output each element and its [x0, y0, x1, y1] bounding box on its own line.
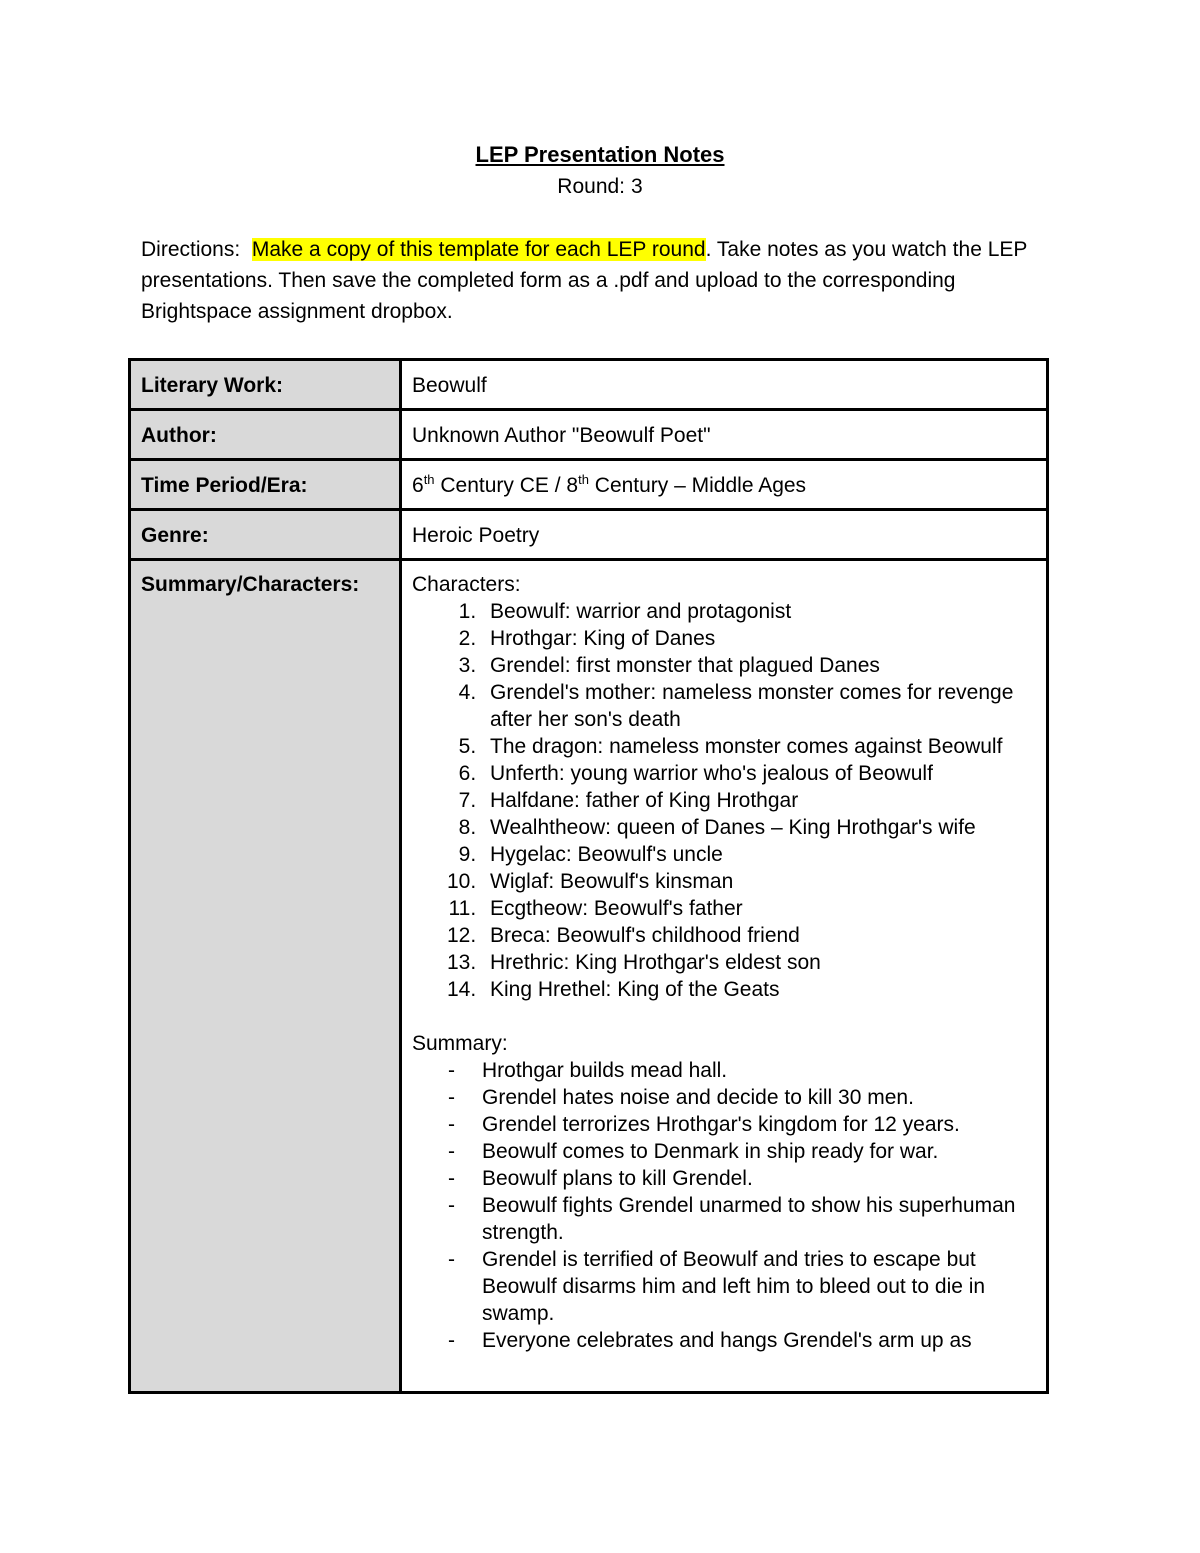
- summary-item: - Hrothgar builds mead hall.: [482, 1057, 1036, 1084]
- time-period-label: Time Period/Era:: [130, 460, 401, 510]
- character-item: 14. King Hrethel: King of the Geats: [482, 976, 1036, 1003]
- characters-heading: Characters:: [412, 573, 521, 596]
- character-item: 13. Hrethric: King Hrothgar's eldest son: [482, 949, 1036, 976]
- genre-value: Heroic Poetry: [401, 510, 1048, 560]
- character-item: 2. Hrothgar: King of Danes: [482, 625, 1036, 652]
- character-item: 1. Beowulf: warrior and protagonist: [482, 598, 1036, 625]
- character-item: 7. Halfdane: father of King Hrothgar: [482, 787, 1036, 814]
- row-genre: [130, 510, 1048, 560]
- page-title: LEP Presentation Notes: [475, 142, 725, 167]
- time-period-value: 6th Century CE / 8th Century – Middle Ages: [401, 460, 1048, 510]
- character-item: 4. Grendel's mother: nameless monster comes for revenge after her son's death: [482, 679, 1036, 733]
- directions-label: Directions:: [141, 238, 241, 261]
- summary-item: - Grendel terrorizes Hrothgar's kingdom for 12 years.: [482, 1111, 1036, 1138]
- notes-table: [128, 358, 1049, 1394]
- summary-heading: Summary:: [412, 1032, 508, 1055]
- row-time-period: [130, 460, 1048, 510]
- character-item: 10. Wiglaf: Beowulf's kinsman: [482, 868, 1036, 895]
- summary-item: - Beowulf comes to Denmark in ship ready for war.: [482, 1138, 1036, 1165]
- literary-work-value: Beowulf: [401, 360, 1048, 410]
- summary-list: [412, 1057, 1036, 1354]
- character-item: 5. The dragon: nameless monster comes against Beowulf: [482, 733, 1036, 760]
- genre-label: Genre:: [130, 510, 401, 560]
- characters-list: [412, 598, 1036, 1003]
- directions-paragraph: [141, 234, 1061, 327]
- summary-characters-value: [401, 560, 1048, 1393]
- character-item: 11. Ecgtheow: Beowulf's father: [482, 895, 1036, 922]
- author-value: Unknown Author "Beowulf Poet": [401, 410, 1048, 460]
- summary-item: - Beowulf plans to kill Grendel.: [482, 1165, 1036, 1192]
- literary-work-label: Literary Work:: [130, 360, 401, 410]
- character-item: 3. Grendel: first monster that plagued Danes: [482, 652, 1036, 679]
- round-value: 3: [631, 175, 643, 198]
- summary-item: - Beowulf fights Grendel unarmed to show his superhuman strength.: [482, 1192, 1036, 1246]
- summary-item: - Grendel is terrified of Beowulf and tries to escape but Beowulf disarms him and left him to bleed out to die in swamp.: [482, 1246, 1036, 1327]
- directions-text: . Take notes as you watch the LEP presentations. Then save the completed form as a .pdf and upload to the corresponding Brightspace assignment dropbox.: [141, 238, 1028, 323]
- row-literary-work: [130, 360, 1048, 410]
- character-item: 9. Hygelac: Beowulf's uncle: [482, 841, 1036, 868]
- character-item: 6. Unferth: young warrior who's jealous of Beowulf: [482, 760, 1036, 787]
- row-author: [130, 410, 1048, 460]
- round-label: Round:: [557, 175, 626, 198]
- row-summary-characters: [130, 560, 1048, 1393]
- character-item: 8. Wealhtheow: queen of Danes – King Hrothgar's wife: [482, 814, 1036, 841]
- round-line: [0, 175, 1200, 199]
- summary-characters-label: Summary/Characters:: [130, 560, 401, 1393]
- character-item: 12. Breca: Beowulf's childhood friend: [482, 922, 1036, 949]
- summary-item: - Grendel hates noise and decide to kill 30 men.: [482, 1084, 1036, 1111]
- author-label: Author:: [130, 410, 401, 460]
- directions-highlight: Make a copy of this template for each LEP round: [251, 238, 706, 261]
- summary-item: - Everyone celebrates and hangs Grendel's arm up as: [482, 1327, 1036, 1354]
